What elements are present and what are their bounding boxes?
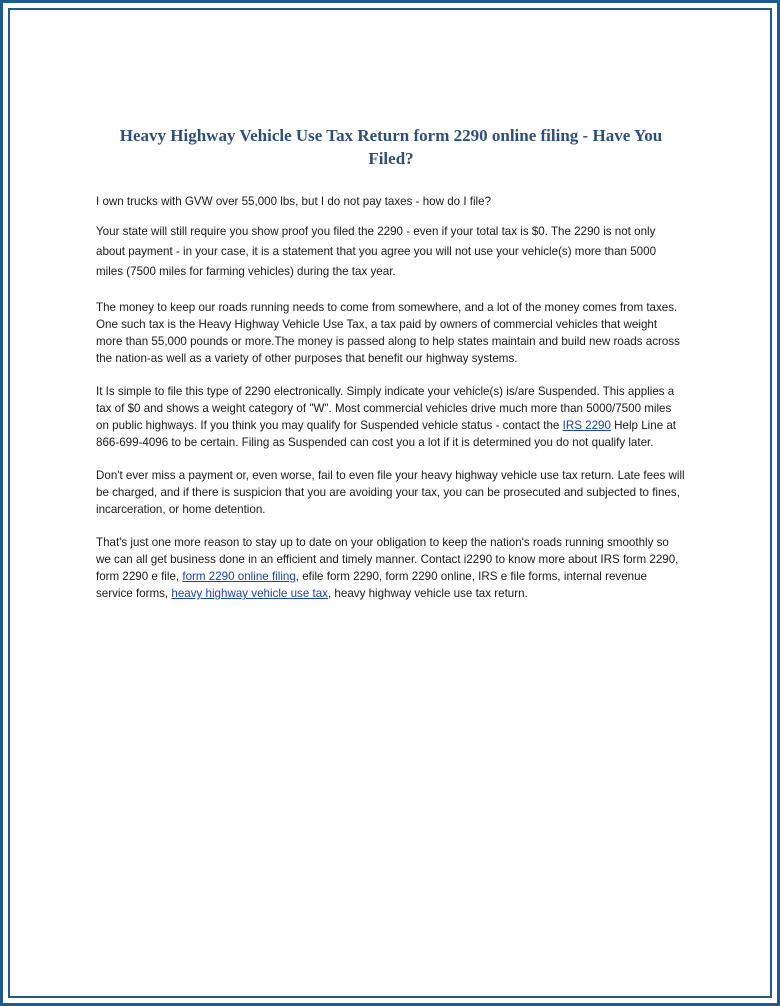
paragraph-contact-text-1: That's just one more reason to stay up to date on your obligation to keep the nation's roads running smoothly so we can all get business done in an efficient and timely manner. Contact i2290 to know more about IRS form 2290, form 2290 e file, <box>96 536 679 583</box>
paragraph-suspended-filing <box>96 383 686 451</box>
paragraph-suspended-text-1: It Is simple to file this type of 2290 electronically. Simply indicate your vehicle(s) is/are Suspended. This applies a tax of $0 and shows a weight category of "W". Most commercial vehicles drive much more than 5000/7500 miles on public highways. If you think you may qualify for Suspended vehicle status - contact the <box>96 385 675 432</box>
paragraph-contact-text-2: , efile form 2290, form 2290 online, IRS e file forms, internal revenue service forms, <box>96 570 648 600</box>
irs-2290-link[interactable]: IRS 2290 <box>562 419 611 432</box>
document-title: Heavy Highway Vehicle Use Tax Return form 2290 online filing - Have You Filed? <box>119 126 663 168</box>
paragraph-late-fees: Don't ever miss a payment or, even worse, fail to even file your heavy highway vehicle use tax return. Late fees will be charged, and if there is suspicion that you are avoiding your tax, you can be prosecuted and subjected to fines, incarceration, or home detention. <box>96 469 685 516</box>
paragraph-roads-money: The money to keep our roads running needs to come from somewhere, and a lot of the money comes from taxes. One such tax is the Heavy Highway Vehicle Use Tax, a tax paid by owners of commercial vehicles that weight more than 55,000 pounds or more.The money is passed along to help states maintain and build new roads across the nation-as well as a variety of other purposes that benefit our highway systems. <box>96 301 680 365</box>
paragraph-suspended-text-2: Help Line at 866-699-4096 to be certain. Filing as Suspended can cost you a lot if it is determined you do not qualify later. <box>96 419 677 449</box>
paragraph-contact-text-3: , heavy highway vehicle use tax return. <box>327 587 528 600</box>
heavy-highway-vehicle-use-tax-link[interactable]: heavy highway vehicle use tax <box>171 587 328 600</box>
document-page <box>96 124 686 618</box>
answer-paragraph: Your state will still require you show proof you filed the 2290 - even if your total tax is $0. The 2290 is not only about payment - in your case, it is a statement that you agree you will not use your vehicle(s) more than 5000 miles (7500 miles for farming vehicles) during the tax year. <box>96 225 657 278</box>
form-2290-online-filing-link[interactable]: form 2290 online filing <box>182 570 296 583</box>
paragraph-contact <box>96 534 686 602</box>
question-text: I own trucks with GVW over 55,000 lbs, but I do not pay taxes - how do I file? <box>96 195 492 208</box>
